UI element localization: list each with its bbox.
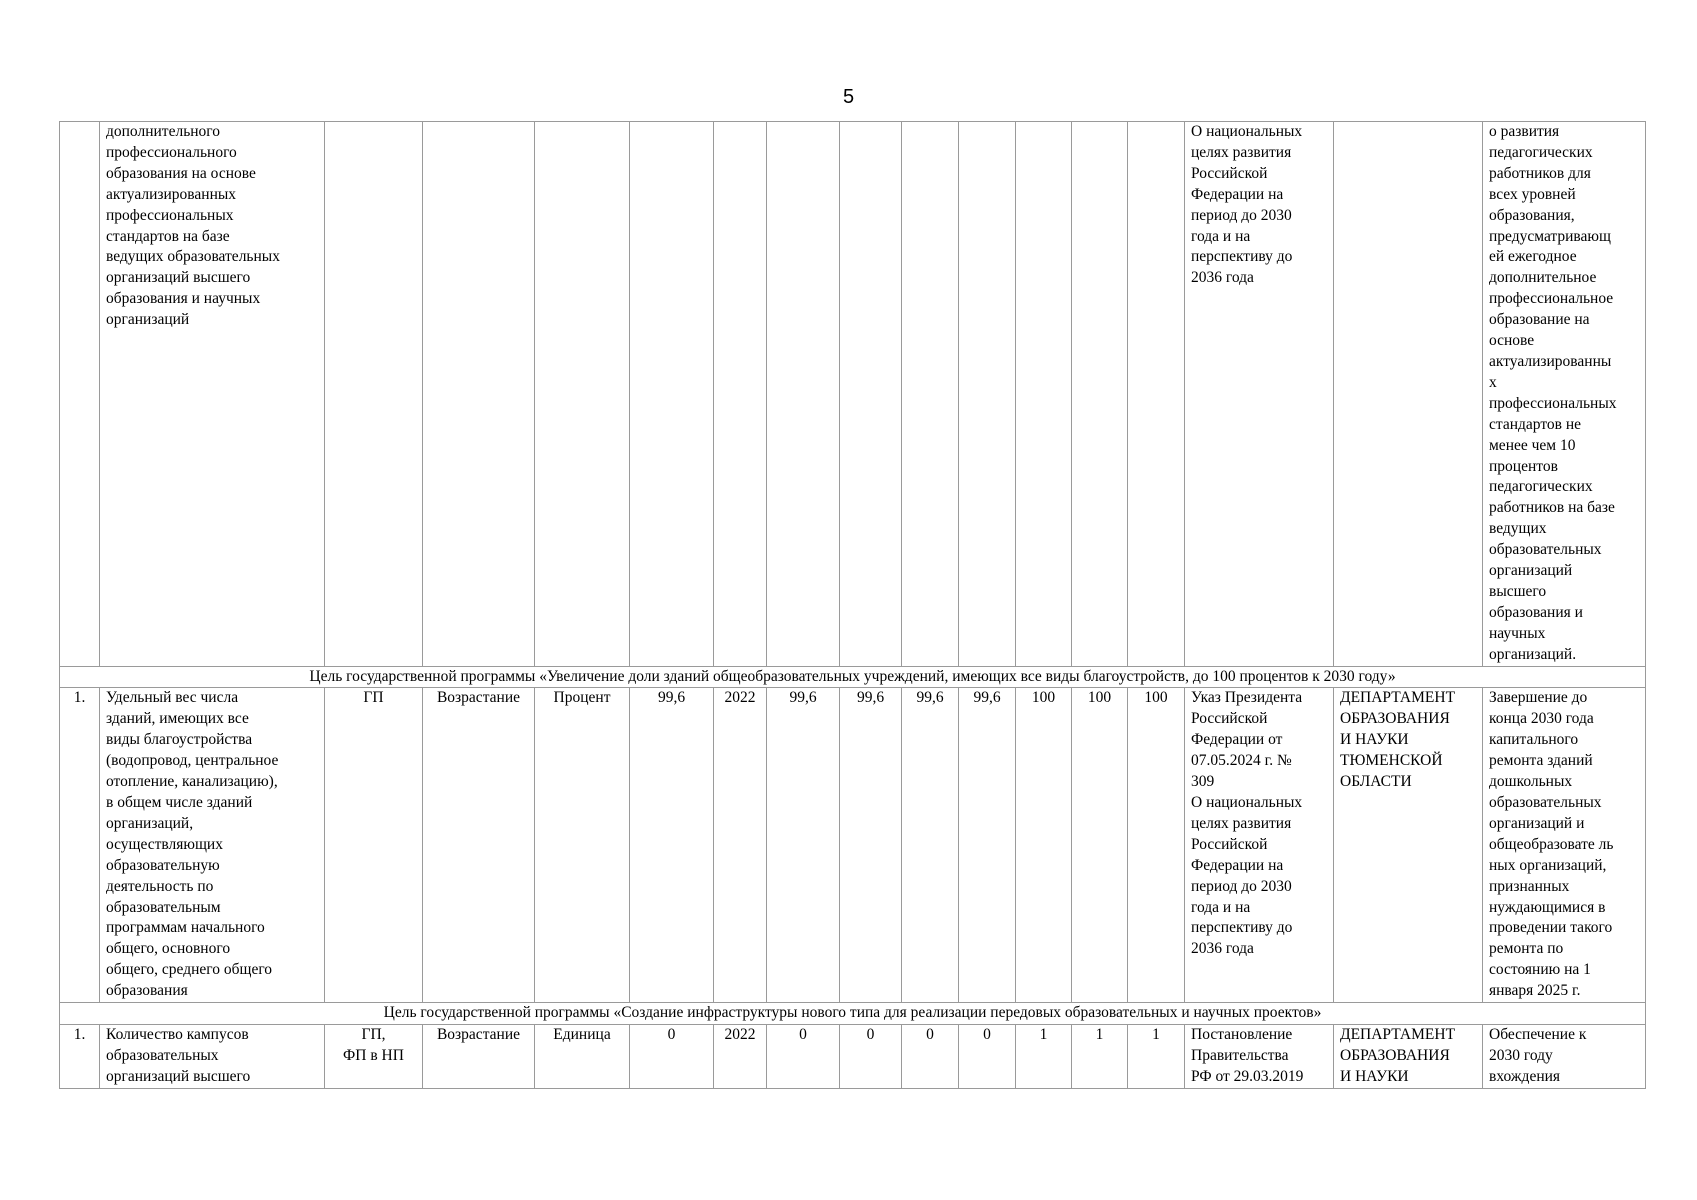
goal-row <box>60 666 1646 688</box>
base-value-cell <box>630 122 714 667</box>
value-cell: 99,6 <box>840 688 902 1003</box>
index-cell: 1. <box>60 1024 100 1088</box>
index-cell <box>60 122 100 667</box>
unit-cell <box>535 122 630 667</box>
unit-cell: Процент <box>535 688 630 1003</box>
indicator-name-cell: Удельный вес числа зданий, имеющих все виды благоустройства (водопровод, центральное отопление, канализацию), в общем числе зданий организаций, осуществляющих образовательную деятельность по образовательным программам начального общего, основного общего, среднего общего образования <box>100 688 325 1003</box>
value-cell <box>1128 122 1185 667</box>
value-cell <box>1016 122 1072 667</box>
level-cell: ГП <box>325 688 423 1003</box>
continuation-row <box>60 122 1646 667</box>
index-cell: 1. <box>60 688 100 1003</box>
base-year-cell <box>714 122 767 667</box>
level-cell: ГП, ФП в НП <box>325 1024 423 1088</box>
responsible-cell: ДЕПАРТАМЕНТ ОБРАЗОВАНИЯ И НАУКИ ТЮМЕНСКОЙ ОБЛАСТИ <box>1334 688 1483 1003</box>
value-cell: 1 <box>1072 1024 1128 1088</box>
unit-cell: Единица <box>535 1024 630 1088</box>
base-year-cell: 2022 <box>714 1024 767 1088</box>
responsible-cell: ДЕПАРТАМЕНТ ОБРАЗОВАНИЯ И НАУКИ <box>1334 1024 1483 1088</box>
value-cell: 99,6 <box>902 688 959 1003</box>
national-goal-link-cell: Завершение до конца 2030 года капитального ремонта зданий дошкольных образовательных организаций и общеобразовате ль ных организаций, признанных нуждающимися в проведении такого ремонта по состоянию на 1 января 2025 г. <box>1483 688 1646 1003</box>
value-cell <box>959 122 1016 667</box>
basis-document-cell: Постановление Правительства РФ от 29.03.2019 <box>1185 1024 1334 1088</box>
value-cell <box>1072 122 1128 667</box>
national-goal-link-cell: Обеспечение к 2030 году вхождения <box>1483 1024 1646 1088</box>
base-value-cell: 0 <box>630 1024 714 1088</box>
value-cell <box>767 122 840 667</box>
basis-document-cell: Указ Президента Российской Федерации от 07.05.2024 г. № 309 О национальных целях развития Российской Федерации на период до 2030 года и на перспективу до 2036 года <box>1185 688 1334 1003</box>
goal-heading: Цель государственной программы «Увеличение доли зданий общеобразовательных учреждений, имеющих все виды благоустройств, до 100 процентов к 2030 году» <box>60 666 1646 688</box>
trend-cell <box>423 122 535 667</box>
base-value-cell: 99,6 <box>630 688 714 1003</box>
value-cell: 99,6 <box>959 688 1016 1003</box>
value-cell: 0 <box>840 1024 902 1088</box>
value-cell: 1 <box>1016 1024 1072 1088</box>
value-cell: 100 <box>1016 688 1072 1003</box>
value-cell: 0 <box>902 1024 959 1088</box>
value-cell: 1 <box>1128 1024 1185 1088</box>
indicators-table <box>59 121 1646 1089</box>
value-cell: 0 <box>959 1024 1016 1088</box>
value-cell: 100 <box>1072 688 1128 1003</box>
goal-heading: Цель государственной программы «Создание инфраструктуры нового типа для реализации передовых образовательных и научных проектов» <box>60 1003 1646 1025</box>
value-cell: 99,6 <box>767 688 840 1003</box>
trend-cell: Возрастание <box>423 1024 535 1088</box>
goal-row <box>60 1003 1646 1025</box>
value-cell: 100 <box>1128 688 1185 1003</box>
page-number: 5 <box>842 86 855 108</box>
indicator-name-cell: дополнительного профессионального образования на основе актуализированных профессиональных стандартов на базе ведущих образовательных организаций высшего образования и научных организаций <box>100 122 325 667</box>
trend-cell: Возрастание <box>423 688 535 1003</box>
indicator-row <box>60 1024 1646 1088</box>
value-cell: 0 <box>767 1024 840 1088</box>
basis-document-cell: О национальных целях развития Российской Федерации на период до 2030 года и на перспективу до 2036 года <box>1185 122 1334 667</box>
responsible-cell <box>1334 122 1483 667</box>
national-goal-link-cell: о развития педагогических работников для всех уровней образования, предусматривающ ей ежегодное дополнительное профессиональное образование на основе актуализированны х профессиональных стандартов не менее чем 10 процентов педагогических работников на базе ведущих образовательных организаций высшего образования и научных организаций. <box>1483 122 1646 667</box>
indicator-row <box>60 688 1646 1003</box>
value-cell <box>902 122 959 667</box>
value-cell <box>840 122 902 667</box>
level-cell <box>325 122 423 667</box>
indicator-name-cell: Количество кампусов образовательных организаций высшего <box>100 1024 325 1088</box>
base-year-cell: 2022 <box>714 688 767 1003</box>
